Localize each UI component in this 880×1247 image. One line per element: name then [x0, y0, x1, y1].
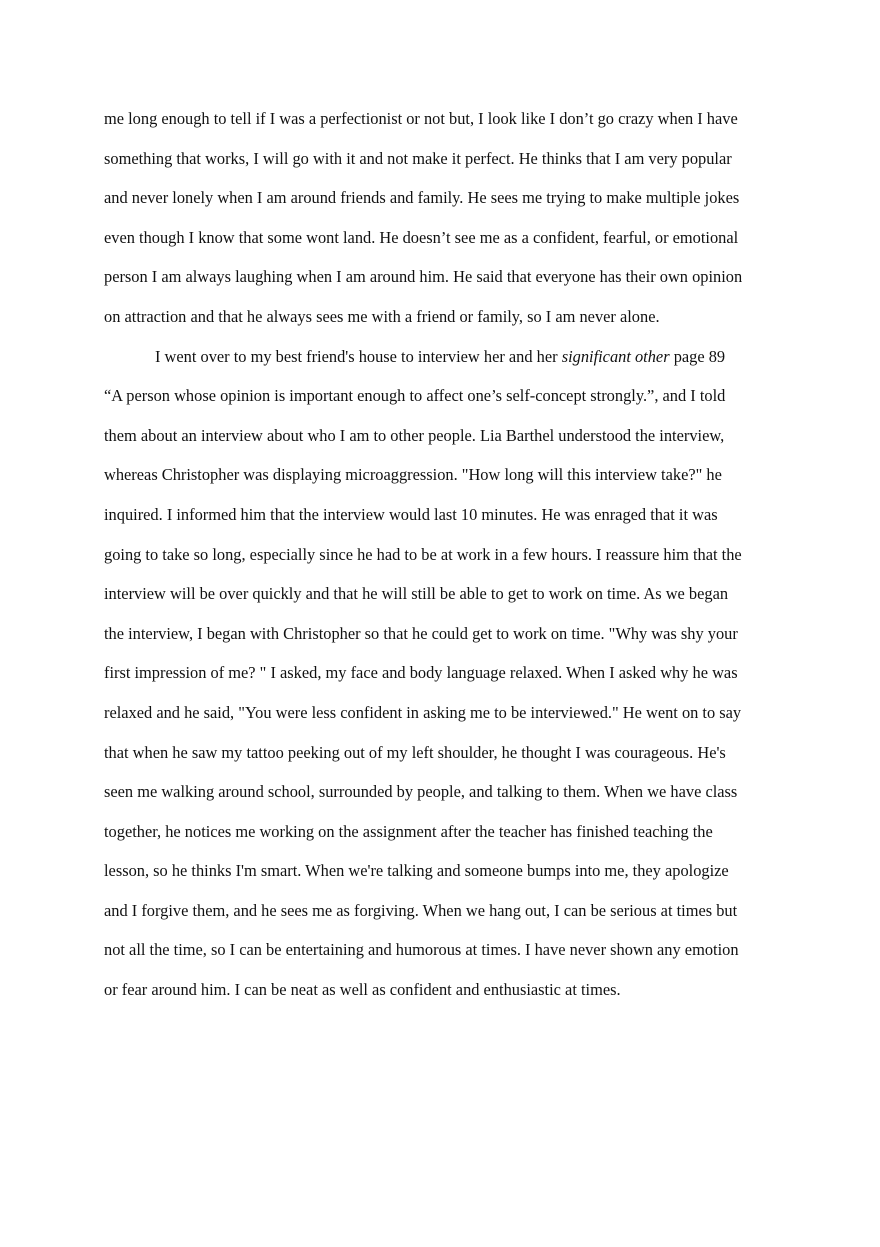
text-line: and I forgive them, and he sees me as forgiving. When we hang out, I can be serious at times but [104, 900, 738, 920]
text-line: them about an interview about who I am to other people. Lia Barthel understood the interview, [104, 425, 725, 445]
text-line: first impression of me? " I asked, my face and body language relaxed. When I asked why he was [104, 663, 738, 683]
paragraph-2 [104, 337, 784, 1010]
text-line: person I am always laughing when I am around him. He said that everyone has their own opinion [104, 267, 743, 287]
text-line-first [104, 337, 784, 377]
text-line: together, he notices me working on the assignment after the teacher has finished teaching the [104, 821, 713, 841]
text-segment: page 89 [669, 346, 726, 366]
text-line: lesson, so he thinks I'm smart. When we're talking and someone bumps into me, they apologize [104, 861, 729, 881]
text-line: “A person whose opinion is important enough to affect one’s self-concept strongly.”, and I told [104, 386, 726, 406]
text-line: or fear around him. I can be neat as well as confident and enthusiastic at times. [104, 980, 621, 1000]
text-line: and never lonely when I am around friends and family. He sees me trying to make multiple jokes [104, 188, 740, 208]
text-line: whereas Christopher was displaying microaggression. "How long will this interview take?" he [104, 465, 722, 485]
text-line: even though I know that some wont land. He doesn’t see me as a confident, fearful, or emotional [104, 227, 739, 247]
text-line: me long enough to tell if I was a perfectionist or not but, I look like I don’t go crazy when I have [104, 109, 738, 128]
text-segment: I went over to my best friend's house to interview her and her [155, 346, 562, 366]
text-line: relaxed and he said, "You were less confident in asking me to be interviewed." He went on to say [104, 702, 742, 722]
text-line: not all the time, so I can be entertaining and humorous at times. I have never shown any emotion [104, 940, 739, 960]
text-line: on attraction and that he always sees me with a friend or family, so I am never alone. [104, 306, 660, 326]
italic-term: significant other [561, 346, 670, 366]
document-body [104, 99, 784, 1010]
text-line: the interview, I began with Christopher so that he could get to work on time. "Why was shy your [104, 623, 738, 643]
text-line: seen me walking around school, surrounded by people, and talking to them. When we have class [104, 782, 738, 802]
text-line: something that works, I will go with it and not make it perfect. He thinks that I am very popular [104, 148, 732, 168]
text-line: that when he saw my tattoo peeking out of my left shoulder, he thought I was courageous. He's [104, 742, 726, 762]
text-line: interview will be over quickly and that he will still be able to get to work on time. As we began [104, 584, 729, 604]
text-line: going to take so long, especially since he had to be at work in a few hours. I reassure him that the [104, 544, 742, 564]
paragraph-1 [104, 99, 784, 337]
text-line: inquired. I informed him that the interview would last 10 minutes. He was enraged that it was [104, 504, 718, 524]
